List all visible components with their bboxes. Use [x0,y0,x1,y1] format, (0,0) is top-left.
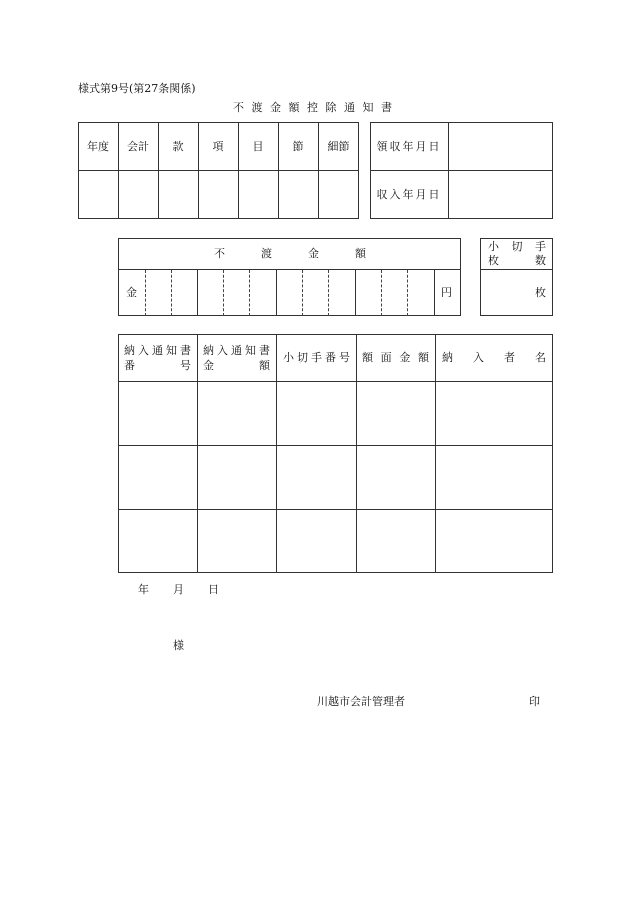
check-count-field[interactable] [481,270,531,316]
header-subclause: 細節 [327,140,350,153]
header-account: 会計 [127,140,149,153]
header-clause: 節 [292,140,304,153]
subitem-field[interactable] [238,170,278,218]
header-payer-name: 納 入 者 名 [442,351,546,364]
receipt-date-field[interactable] [449,122,553,170]
fiscal-year-field[interactable] [78,170,118,218]
dishonored-amount-header: 不 渡 金 額 [214,247,366,260]
subclause-field[interactable] [318,170,359,218]
header-notice-amount-line1: 納 入 通 知 書 [203,344,270,357]
table-row[interactable] [119,510,553,572]
header-section: 款 [172,140,184,153]
form-number: 様式第9号(第27条関係) [78,82,196,95]
section-field[interactable] [158,170,198,218]
amount-unit: 円 [441,286,452,299]
amount-prefix: 金 [126,286,137,299]
addressee-suffix: 様 [173,639,184,652]
header-notice-amount-line2: 金 額 [203,359,270,372]
table-row[interactable] [119,446,553,509]
header-check-number: 小 切 手 番 号 [283,351,350,364]
item-field[interactable] [198,170,238,218]
clause-field[interactable] [278,170,318,218]
seal-mark: 印 [529,695,540,708]
check-count-unit: 枚 [535,286,546,299]
check-count-header-line1: 小 切 手 [488,240,546,253]
entry-date-field[interactable] [449,170,553,218]
date-year-label: 年 [138,583,149,596]
header-fiscal-year: 年度 [87,140,109,153]
header-item: 項 [212,140,224,153]
account-field[interactable] [118,170,158,218]
date-day-label: 日 [208,583,219,596]
header-notice-number-line2: 番 号 [124,359,191,372]
receipt-date-label: 領収年月日 [376,140,442,153]
check-count-header-line2: 枚 数 [488,254,546,267]
header-notice-number-line1: 納 入 通 知 書 [124,344,191,357]
header-face-amount: 額 面 金 額 [362,351,429,364]
header-subitem: 目 [252,140,264,153]
document-title: 不 渡 金 額 控 除 通 知 書 [233,101,394,114]
issuer-title: 川越市会計管理者 [317,695,405,708]
date-month-label: 月 [173,583,184,596]
table-row[interactable] [119,382,553,445]
entry-date-label: 収入年月日 [376,188,442,201]
dishonored-amount-field[interactable] [146,270,434,316]
